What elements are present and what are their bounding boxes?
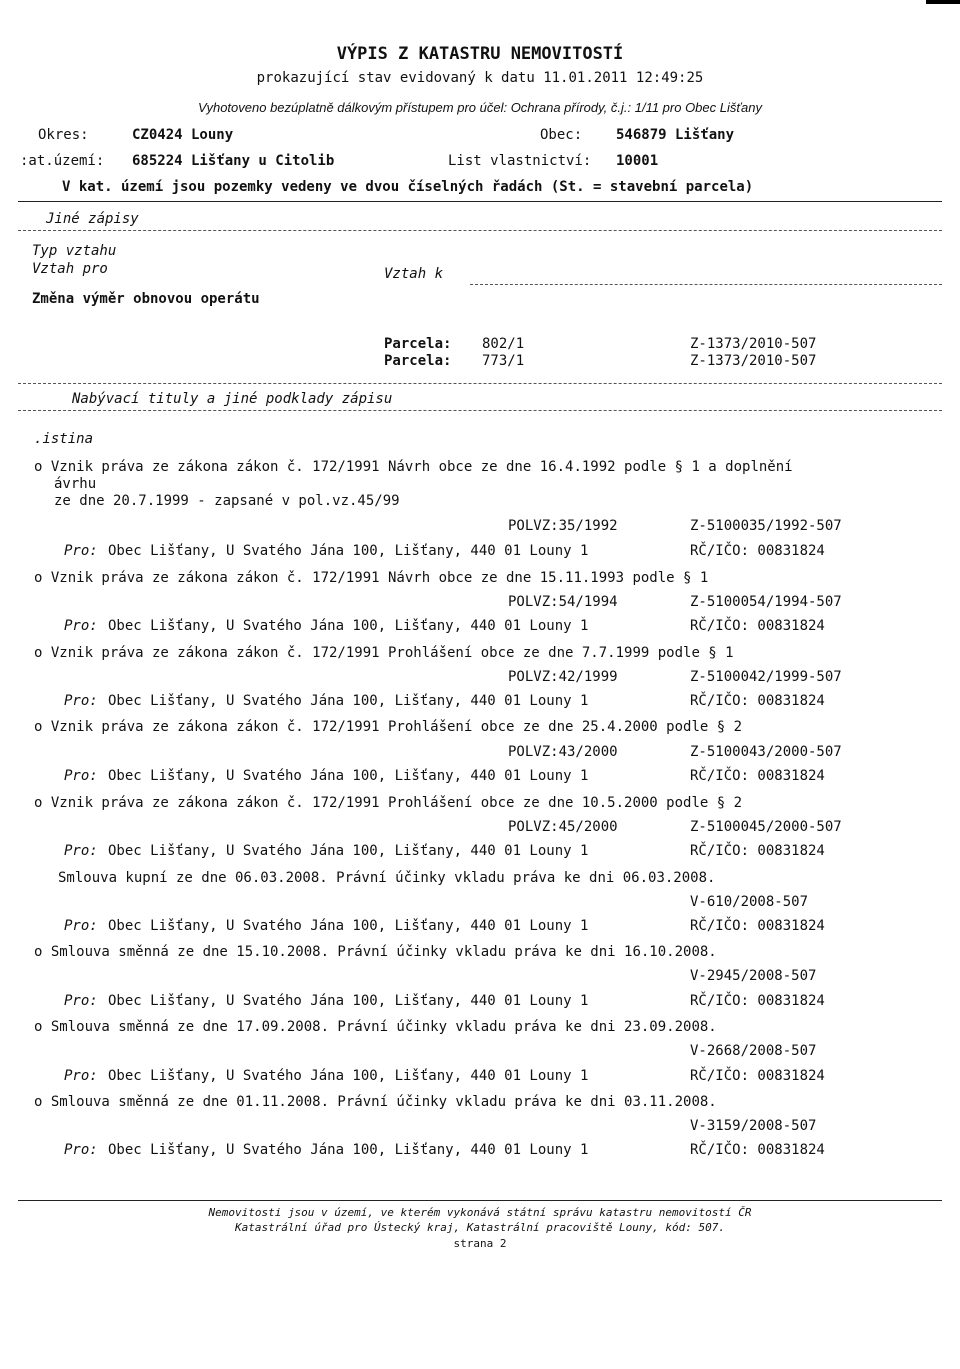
entry-ref: Z-5100043/2000-507 bbox=[690, 744, 842, 760]
divider bbox=[18, 201, 942, 202]
entry-ref: V-2945/2008-507 bbox=[690, 968, 817, 984]
entry-ref: V-610/2008-507 bbox=[690, 894, 809, 910]
entry-pro-label: Pro: bbox=[64, 693, 98, 709]
entry-pro-label: Pro: bbox=[64, 843, 98, 859]
entry-rc-ico: RČ/IČO: 00831824 bbox=[690, 918, 825, 934]
entry-doc: POLVZ:54/1994 bbox=[508, 594, 618, 610]
okres-value: CZ0424 Louny bbox=[132, 127, 234, 143]
entry-ref: Z-5100045/2000-507 bbox=[690, 819, 842, 835]
entry-ref: Z-5100035/1992-507 bbox=[690, 518, 842, 534]
section-heading-nabyvaci-tituly: Nabývací tituly a jiné podklady zápisu bbox=[72, 391, 393, 407]
entry-pro-owner: Obec Lišťany, U Svatého Jána 100, Lišťany, 440 01 Louny 1 bbox=[108, 618, 589, 634]
divider bbox=[18, 383, 942, 384]
entry-pro-owner: Obec Lišťany, U Svatého Jána 100, Lišťany, 440 01 Louny 1 bbox=[108, 768, 589, 784]
entry-text: o Smlouva směnná ze dne 15.10.2008. Právní účinky vkladu práva ke dni 16.10.2008. bbox=[34, 944, 717, 960]
entry-ref: V-2668/2008-507 bbox=[690, 1043, 817, 1059]
entry-pro-owner: Obec Lišťany, U Svatého Jána 100, Lišťany, 440 01 Louny 1 bbox=[108, 993, 589, 1009]
document-subtitle: prokazující stav evidovaný k datu 11.01.2011 12:49:25 bbox=[256, 70, 704, 86]
parcel-ref: Z-1373/2010-507 bbox=[690, 353, 817, 369]
entry-pro-owner: Obec Lišťany, U Svatého Jána 100, Lišťany, 440 01 Louny 1 bbox=[108, 543, 589, 559]
entry-text-continuation: ze dne 20.7.1999 - zapsané v pol.vz.45/99 bbox=[54, 493, 400, 509]
provenance-line: Vyhotoveno bezúplatně dálkovým přístupem pro účel: Ochrana přírody, č.j.: 1/11 pro Obec Lišťany bbox=[198, 100, 762, 115]
lv-value: 10001 bbox=[616, 153, 659, 169]
parcel-label: Parcela: bbox=[384, 336, 452, 352]
footer-line: Nemovitosti jsou v území, ve kterém vykonává státní správu katastru nemovitostí ČR bbox=[208, 1206, 752, 1219]
entry-pro-label: Pro: bbox=[64, 918, 98, 934]
entry-pro-owner: Obec Lišťany, U Svatého Jána 100, Lišťany, 440 01 Louny 1 bbox=[108, 1068, 589, 1084]
entry-rc-ico: RČ/IČO: 00831824 bbox=[690, 693, 825, 709]
entry-text-continuation: ávrhu bbox=[54, 476, 97, 492]
entry-text: Smlouva kupní ze dne 06.03.2008. Právní účinky vkladu práva ke dni 06.03.2008. bbox=[58, 870, 716, 886]
typ-vztahu-label: Typ vztahu bbox=[32, 243, 117, 259]
entry-doc: POLVZ:45/2000 bbox=[508, 819, 618, 835]
page-number: strana 2 bbox=[453, 1237, 507, 1250]
okres-label: Okres: bbox=[38, 127, 89, 143]
entry-pro-owner: Obec Lišťany, U Svatého Jána 100, Lišťany, 440 01 Louny 1 bbox=[108, 843, 589, 859]
obec-label: Obec: bbox=[540, 127, 583, 143]
kat-uzemi-value: 685224 Lišťany u Citolib bbox=[132, 153, 335, 169]
footer-line: Katastrální úřad pro Ústecký kraj, Katastrální pracoviště Louny, kód: 507. bbox=[234, 1221, 726, 1234]
entry-text: o Vznik práva ze zákona zákon č. 172/1991 Prohlášení obce ze dne 10.5.2000 podle § 2 bbox=[34, 795, 743, 811]
divider bbox=[18, 1200, 942, 1201]
parcel-number: 773/1 bbox=[482, 353, 525, 369]
entry-doc: POLVZ:35/1992 bbox=[508, 518, 618, 534]
cadastre-note: V kat. území jsou pozemky vedeny ve dvou číselných řadách (St. = stavební parcela) bbox=[62, 179, 754, 195]
parcel-number: 802/1 bbox=[482, 336, 525, 352]
entry-text: o Vznik práva ze zákona zákon č. 172/1991 Prohlášení obce ze dne 25.4.2000 podle § 2 bbox=[34, 719, 743, 735]
parcel-ref: Z-1373/2010-507 bbox=[690, 336, 817, 352]
document-title: VÝPIS Z KATASTRU NEMOVITOSTÍ bbox=[336, 44, 624, 64]
entry-pro-owner: Obec Lišťany, U Svatého Jána 100, Lišťany, 440 01 Louny 1 bbox=[108, 918, 589, 934]
entry-pro-label: Pro: bbox=[64, 1142, 98, 1158]
divider bbox=[470, 284, 942, 285]
entry-rc-ico: RČ/IČO: 00831824 bbox=[690, 543, 825, 559]
vztah-k-label: Vztah k bbox=[384, 266, 444, 282]
divider bbox=[18, 230, 942, 231]
divider bbox=[18, 410, 942, 411]
section-heading-jine-zapisy: Jiné zápisy bbox=[46, 211, 139, 227]
parcel-label: Parcela: bbox=[384, 353, 452, 369]
entry-text: o Vznik práva ze zákona zákon č. 172/1991 Návrh obce ze dne 15.11.1993 podle § 1 bbox=[34, 570, 709, 586]
entry-pro-owner: Obec Lišťany, U Svatého Jána 100, Lišťany, 440 01 Louny 1 bbox=[108, 693, 589, 709]
entry-pro-owner: Obec Lišťany, U Svatého Jána 100, Lišťany, 440 01 Louny 1 bbox=[108, 1142, 589, 1158]
entry-doc: POLVZ:42/1999 bbox=[508, 669, 618, 685]
entry-doc: POLVZ:43/2000 bbox=[508, 744, 618, 760]
entry-rc-ico: RČ/IČO: 00831824 bbox=[690, 618, 825, 634]
entry-rc-ico: RČ/IČO: 00831824 bbox=[690, 843, 825, 859]
entry-rc-ico: RČ/IČO: 00831824 bbox=[690, 1142, 825, 1158]
entry-pro-label: Pro: bbox=[64, 993, 98, 1009]
entry-pro-label: Pro: bbox=[64, 618, 98, 634]
entry-text: o Vznik práva ze zákona zákon č. 172/1991 Návrh obce ze dne 16.4.1992 podle § 1 a doplnění bbox=[34, 459, 793, 475]
entry-rc-ico: RČ/IČO: 00831824 bbox=[690, 993, 825, 1009]
vztah-pro-label: Vztah pro bbox=[32, 261, 108, 277]
entry-ref: Z-5100042/1999-507 bbox=[690, 669, 842, 685]
entry-pro-label: Pro: bbox=[64, 768, 98, 784]
lv-label: List vlastnictví: bbox=[448, 153, 592, 169]
listina-label: .istina bbox=[34, 431, 94, 447]
entry-text: o Vznik práva ze zákona zákon č. 172/1991 Prohlášení obce ze dne 7.7.1999 podle § 1 bbox=[34, 645, 734, 661]
obec-value: 546879 Lišťany bbox=[616, 127, 735, 143]
entry-ref: Z-5100054/1994-507 bbox=[690, 594, 842, 610]
entry-text: o Smlouva směnná ze dne 01.11.2008. Právní účinky vkladu práva ke dni 03.11.2008. bbox=[34, 1094, 717, 1110]
entry-ref: V-3159/2008-507 bbox=[690, 1118, 817, 1134]
kat-uzemi-label: :at.území: bbox=[20, 153, 105, 169]
entry-rc-ico: RČ/IČO: 00831824 bbox=[690, 768, 825, 784]
entry-rc-ico: RČ/IČO: 00831824 bbox=[690, 1068, 825, 1084]
entry-pro-label: Pro: bbox=[64, 1068, 98, 1084]
entry-text: o Smlouva směnná ze dne 17.09.2008. Právní účinky vkladu práva ke dni 23.09.2008. bbox=[34, 1019, 717, 1035]
entry-pro-label: Pro: bbox=[64, 543, 98, 559]
scan-mark bbox=[926, 0, 960, 4]
zmena-vymer-item: Změna výměr obnovou operátu bbox=[32, 291, 260, 307]
